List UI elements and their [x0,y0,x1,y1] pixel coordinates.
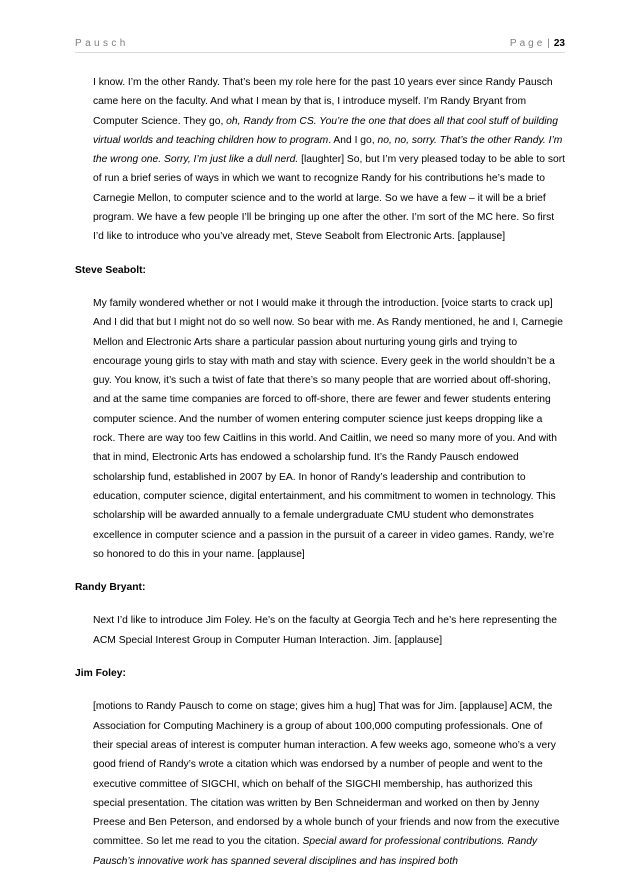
paragraph-text: I know. I’m the other Randy. That’s been my role here for the past 10 years ever since Randy Pausch came here on the faculty. And what I mean by that is, I introduce myself. I’m Randy Bryant from Computer Science. They go, [93,77,553,127]
transcript-paragraph [93,611,565,650]
paragraph-text: My family wondered whether or not I would make it through the introduction. [voice starts to crack up] And I did that but I might not do so well now. So bear with me. As Randy mentioned, he and I, Carnegie Mellon and Electronic Arts share a particular passion about nurturing young girls and trying to encourage young girls to stay with math and stay with science. Every geek in the world shouldn’t be a guy. You know, it’s such a twist of fate that there’s so many people that are worried about off-shoring, and at the same time companies are forced to off-shore, there are fewer and fewer students entering computer science. And the number of women entering computer science just keeps dropping like a rock. There are way too few Caitlins in this world. And Caitlin, we need so many more of you. And with that in mind, Electronic Arts has endowed a scholarship fund. It’s the Randy Pausch endowed scholarship fund, established in 2007 by EA. In honor of Randy’s leadership and contribution to education, computer science, digital entertainment, and his commitment to women in technology. This scholarship will be awarded annually to a female undergraduate CMU student who demonstrates excellence in computer science and a passion in the pursuit of a career in video games. Randy, we’re so honored to do this in your name. [applause] [93,297,563,560]
quoted-italic-text: oh, Randy from CS. You’re the one that does all that cool stuff of building virtual worlds and teaching children how to program [93,115,558,146]
paragraph-text: Next I’d like to introduce Jim Foley. He’s on the faculty at Georgia Tech and he’s here representing the ACM Special Interest Group in Computer Human Interaction. Jim. [applause] [93,615,557,646]
paragraph-text: [laughter] So, but I’m very pleased today to be able to sort of run a brief series of ways in which we want to recognize Randy for his contributions he’s made to Carnegie Mellon, to computer science and to the world at large. So we have a few – it will be a brief program. We have a few people I’ll be bringing up one after the other. I’m sort of the MC here. So first I’d like to introduce who you’ve already met, Steve Seabolt from Electronic Arts. [applause] [93,154,566,243]
paragraph-text: . And I go, [328,134,378,146]
quoted-italic-text: Special award for professional contributions. Randy Pausch’s innovative work has spanned several disciplines and has inspired both [93,836,538,867]
transcript-paragraph [93,697,565,871]
transcript-paragraph [93,73,565,247]
speaker-name: Jim Foley: [75,668,126,680]
speaker-name: Steve Seabolt: [75,264,146,276]
transcript-paragraph [93,294,565,564]
header-page-indicator [510,38,565,49]
paragraph-text: [motions to Randy Pausch to come on stage; gives him a hug] That was for Jim. [applause] ACM, the Association for Computing Machinery is a group of about 100,000 computing professionals. One of their special areas of interest is computer human interaction. A few weeks ago, someone who’s a very good friend of Randy’s wrote a citation which was endorsed by a number of people and went to the executive committee of SIGCHI, which on behalf of the SIGCHI membership, has authorized this special presentation. The citation was written by Ben Schneiderman and worked on then by Jenny Preese and Ben Peterson, and endorsed by a whole bunch of your friends and now from the executive committee. So let me read to you the citation. [93,701,560,848]
header-page-number: 23 [553,38,565,49]
header-author: Pausch [75,38,129,49]
quoted-italic-text: no, no, sorry. That’s the other Randy. I’m the wrong one. Sorry, I’m just like a dull nerd. [93,134,563,166]
page-header [75,38,565,53]
header-page-word: Page [509,38,546,49]
transcript-body [75,73,565,885]
speaker-name: Randy Bryant: [75,582,146,594]
header-separator: | [547,38,550,49]
